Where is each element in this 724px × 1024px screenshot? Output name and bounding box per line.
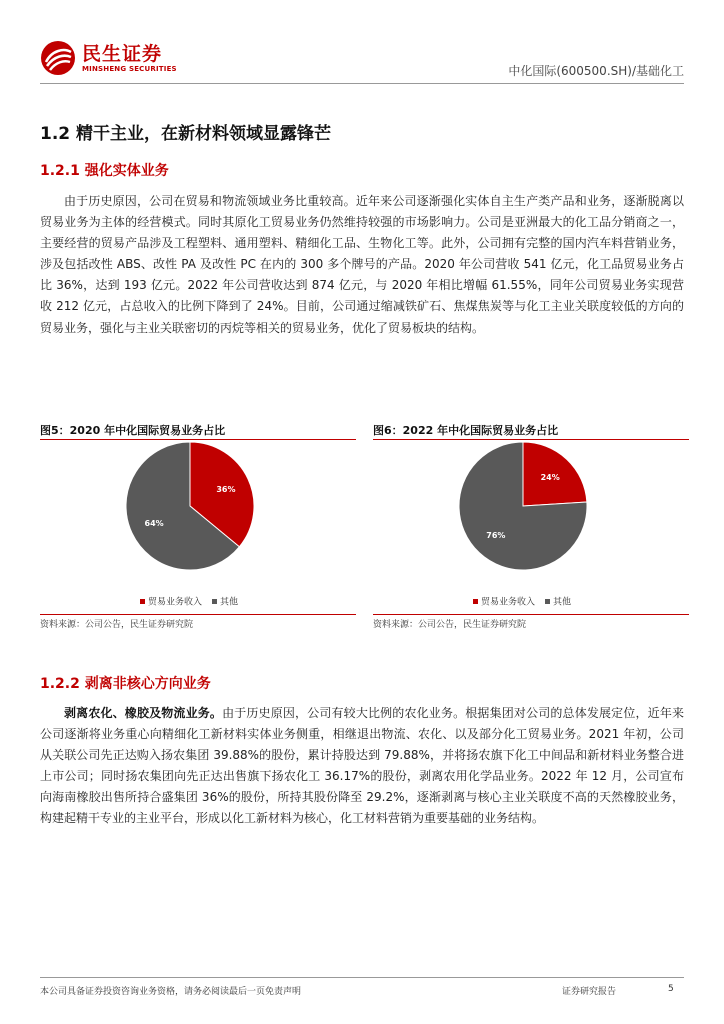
subsection-1-title: 1.2.1 强化实体业务	[40, 163, 169, 179]
legend-label: 其他	[220, 597, 239, 608]
figure-6-title: 图6：2022 年中化国际贸易业务占比	[373, 424, 559, 437]
subsection-2-paragraph	[40, 703, 684, 830]
footer-disclaimer: 本公司具备证券投资咨询业务资格，请务必阅读最后一页免责声明	[40, 987, 302, 997]
header-divider	[40, 83, 684, 84]
company-logo	[40, 40, 177, 76]
figure-5-title-bar	[40, 420, 356, 440]
report-tag: 中化国际(600500.SH)/基础化工	[508, 64, 684, 78]
figure-6-pie-chart	[373, 442, 689, 614]
legend-marker	[473, 599, 478, 604]
pie-data-label: 36%	[216, 485, 236, 495]
figure-6	[373, 420, 689, 632]
figure-5-pie-chart	[40, 442, 356, 614]
pie-data-label: 24%	[540, 473, 560, 483]
figure-5-source-divider	[40, 614, 356, 615]
legend-label: 贸易业务收入	[148, 597, 203, 608]
logo-english-name: MINSHENG SECURITIES	[82, 64, 177, 73]
logo-chinese-name: 民生证券	[82, 42, 163, 65]
page-number: 5	[668, 984, 674, 994]
figure-5	[40, 420, 356, 632]
minsheng-logo-icon	[40, 40, 76, 76]
pie-data-label: 76%	[486, 530, 506, 540]
subsection-2-lead: 剥离农化、橡胶及物流业务。	[64, 706, 223, 720]
figure-5-title: 图5：2020 年中化国际贸易业务占比	[40, 424, 226, 437]
figure-6-source-divider	[373, 614, 689, 615]
figure-6-title-bar	[373, 420, 689, 440]
section-title: 1.2 精干主业，在新材料领域显露锋芒	[40, 124, 332, 144]
subsection-1-paragraph: 由于历史原因，公司在贸易和物流领域业务比重较高。近年来公司逐渐强化实体自主生产类产品和业务，逐渐脱离以贸易业务为主体的经营模式。同时其原化工贸易业务仍然维持较强的市场影响力。公司是亚洲最大的化工品分销商之一，主要经营的贸易产品涉及工程塑料、通用塑料、精细化工品、生物化工等。此外，公司拥有完整的国内汽车料营销业务，涉及包括改性 ABS、改性 PA 及改性 PC 在内的 300 多个牌号的产品。2020 年公司营收 541 亿元，化工品贸易业务占比 36%，达到 193 亿元。2022 年公司营收达到 874 亿元，与 2020 年相比增幅 61.55%，同年公司贸易业务实现营收 212 亿元，占总收入的比例下降到了 24%。目前，公司通过缩减铁矿石、焦煤焦炭等与化工主业关联度较低的方向的贸易业务，强化与主业关联密切的丙烷等相关的贸易业务，优化了贸易板块的结构。	[40, 194, 684, 335]
legend-label: 其他	[553, 597, 572, 608]
legend-marker	[140, 599, 145, 604]
legend-marker	[212, 599, 217, 604]
pie-data-label: 64%	[144, 518, 164, 528]
legend-marker	[545, 599, 550, 604]
figure-6-source: 资料来源：公司公告，民生证券研究院	[373, 620, 527, 630]
legend-label: 贸易业务收入	[481, 597, 536, 608]
footer-divider	[40, 977, 684, 978]
footer-report-type: 证券研究报告	[562, 987, 617, 997]
subsection-2-title: 1.2.2 剥离非核心方向业务	[40, 676, 211, 692]
subsection-2-body: 由于历史原因，公司有较大比例的农化业务。根据集团对公司的总体发展定位，近年来公司逐渐将业务重心向精细化工新材料实体业务侧重，相继退出物流、农化、以及部分化工贸易业务。2021 年初，公司从关联公司先正达购入扬农集团 39.88%的股份，累计持股达到 79.88%，并将扬农旗下化工中间品和新材料业务整合进上市公司；同时扬农集团向先正达出售旗下扬农化工 36.17%的股份，剥离农用化学品业务。2022 年 12 月，公司宣布向海南橡胶出售所持合盛集团 36%的股份，所持其股份降至 29.2%，逐渐剥离与核心主业关联度不高的天然橡胶业务，构建起精干专业的主业平台，形成以化工新材料为核心，化工材料营销为重要基础的业务结构。	[40, 706, 684, 826]
figure-5-source: 资料来源：公司公告，民生证券研究院	[40, 620, 194, 630]
